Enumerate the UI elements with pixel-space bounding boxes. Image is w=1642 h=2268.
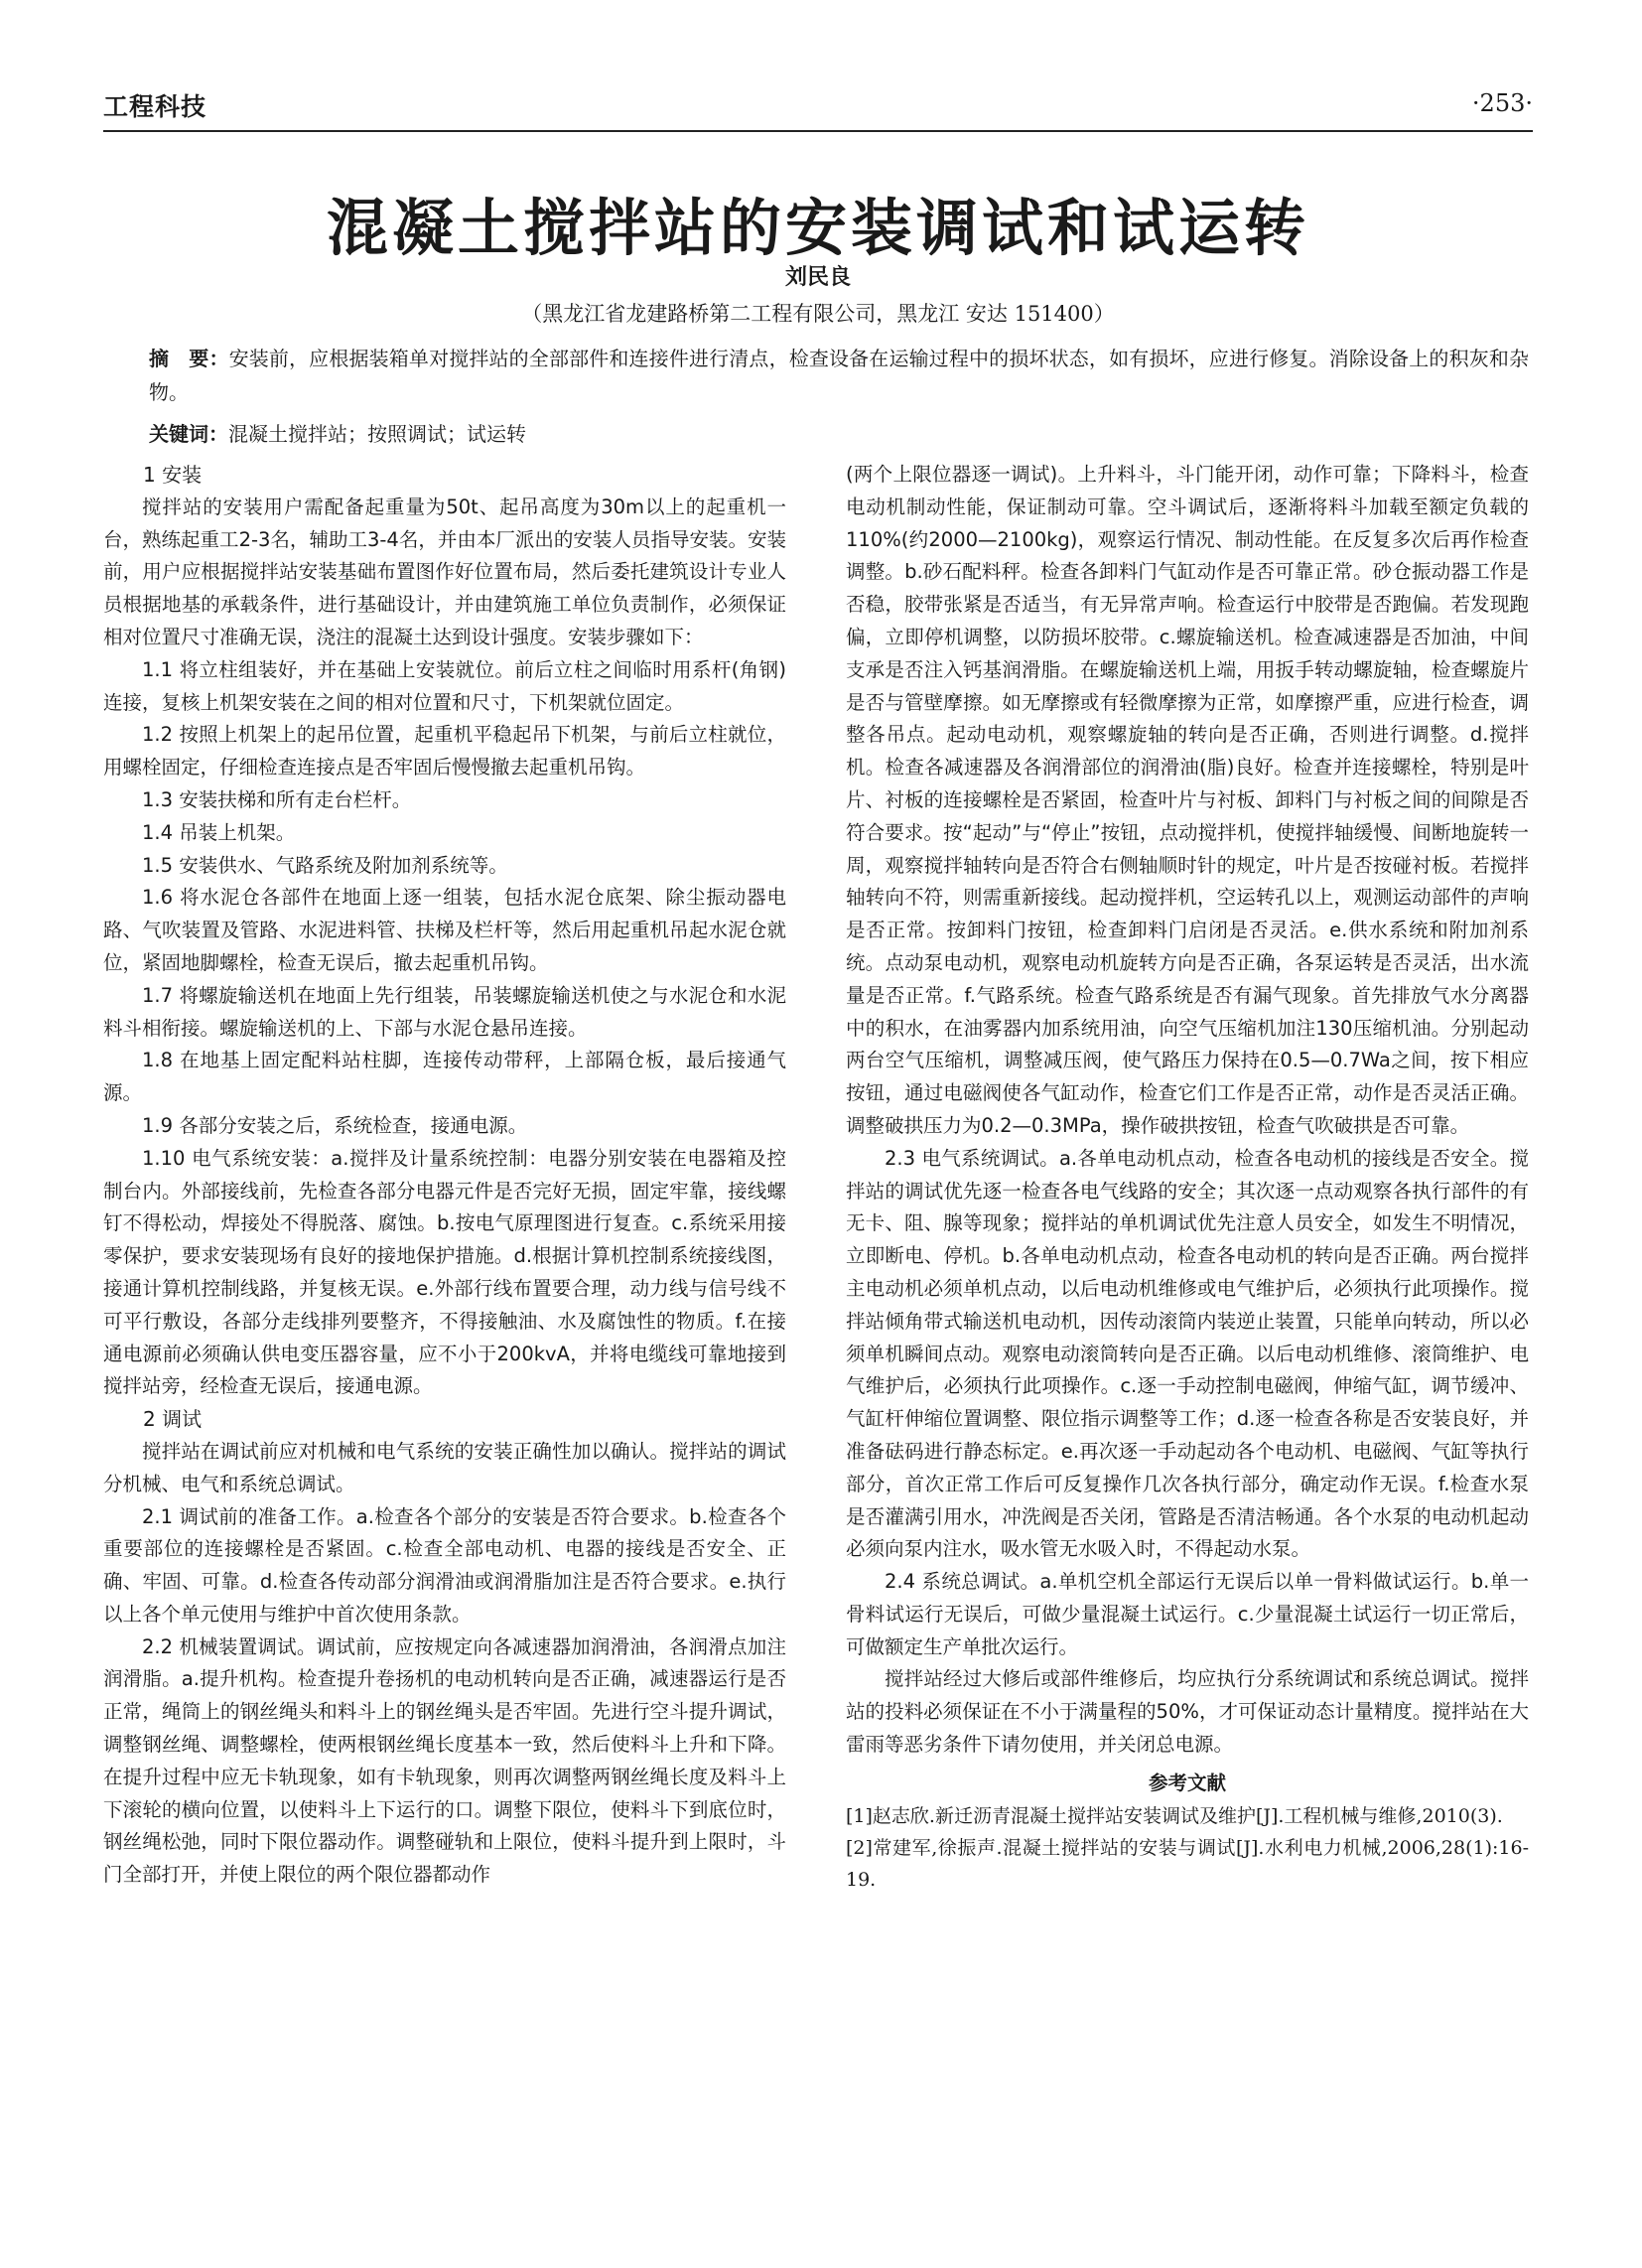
- abstract-label: 摘 要：: [149, 347, 229, 370]
- paragraph: 1.3 安装扶梯和所有走台栏杆。: [142, 787, 412, 811]
- author: 刘民良: [784, 265, 851, 290]
- left-column: [103, 459, 786, 2206]
- paragraph: 1.5 安装供水、气路系统及附加剂系统等。: [142, 853, 508, 877]
- reference-item: [1]赵志欣.新迁沥青混凝土搅拌站安装调试及维护[J].工程机械与维修,2010(3).: [846, 1804, 1503, 1827]
- paragraph: 1.7 将螺旋输送机在地面上先行组装，吊装螺旋输送机使之与水泥仓和水泥料斗相衔接。螺旋输送机的上、下部与水泥仓悬吊连接。: [103, 983, 786, 1040]
- paragraph: 1.2 按照上机架上的起吊位置，起重机平稳起吊下机架，与前后立柱就位，用螺栓固定，仔细检查连接点是否牢固后慢慢撤去起重机吊钩。: [103, 723, 786, 780]
- right-column: [846, 459, 1529, 2206]
- paragraph: 1.10 电气系统安装：a.搅拌及计量系统控制：电器分别安装在电器箱及控制台内。外部接线前，先检查各部分电器元件是否完好无损，固定牢靠，接线螺钉不得松动，焊接处不得脱落、腐蚀。b.按电气原理图进行复查。c.系统采用接零保护，要求安装现场有良好的接地保护措施。d.根据计算机控制系统接线图，接通计算机控制线路，并复核无误。e.外部行线布置要合理，动力线与信号线不可平行敷设，各部分走线排列要整齐，不得接触油、水及腐蚀性的物质。f.在接通电源前必须确认供电变压器容量，应不小于200kvA，并将电缆线可靠地接到搅拌站旁，经检查无误后，接通电源。: [103, 1146, 786, 1398]
- paragraph: 2.3 电气系统调试。a.各单电动机点动，检查各电动机的接线是否安全。搅拌站的调试优先逐一检查各电气线路的安全；其次逐一点动观察各执行部件的有无卡、阻、腺等现象；搅拌站的单机调试优先注意人员安全，如发生不明情况，立即断电、停机。b.各单电动机点动，检查各电动机的转向是否正确。两台搅拌主电动机必须单机点动，以后电动机维修或电气维护后，必须执行此项操作。搅拌站倾角带式输送机电动机，因传动滚筒内装逆止装置，只能单向转动，所以必须单机瞬间点动。观察电动滚筒转向是否正确。以后电动机维修、滚筒维护、电气维护后，必须执行此项操作。c.逐一手动控制电磁阀，伸缩气缸，调节缓冲、气缸杆伸缩位置调整、限位指示调整等工作；d.逐一检查各称是否安装良好，并准备砝码进行静态标定。e.再次逐一手动起动各个电动机、电磁阀、气缸等执行部分，首次正常工作后可反复操作几次各执行部分，确定动作无误。f.检查水泵是否灌满引用水，冲洗阀是否关闭，管路是否清洁畅通。各个水泵的电动机起动必须向泵内注水，吸水管无水吸入时，不得起动水泵。: [846, 1146, 1529, 1561]
- reference-item: [2]常建军,徐振声.混凝土搅拌站的安装与调试[J].水利电力机械,2006,28(1):16-19.: [846, 1836, 1529, 1891]
- running-header: [103, 87, 1533, 127]
- paragraph: 1.1 将立柱组装好，并在基础上安装就位。前后立柱之间临时用系杆(角钢)连接，复核上机架安装在之间的相对位置和尺寸，下机架就位固定。: [103, 657, 786, 714]
- abstract: [149, 342, 1529, 409]
- paragraph: 1.4 吊装上机架。: [142, 820, 296, 844]
- paragraph: 1.6 将水泥仓各部件在地面上逐一组装，包括水泥仓底架、除尘振动器电路、气吹装置及管路、水泥进料管、扶梯及栏杆等，然后用起重机吊起水泥仓就位，紧固地脚螺栓，检查无误后，撤去起重机吊钩。: [103, 886, 786, 974]
- journal-name: 工程科技: [103, 92, 207, 121]
- paragraph: 2.4 系统总调试。a.单机空机全部运行无误后以单一骨料做试运行。b.单一骨料试运行无误后，可做少量混凝土试运行。c.少量混凝土试运行一切正常后，可做额定生产单批次运行。: [846, 1570, 1529, 1658]
- paragraph: 搅拌站的安装用户需配备起重量为50t、起吊高度为30m以上的起重机一台，熟练起重工2-3名，辅助工3-4名，并由本厂派出的安装人员指导安装。安装前，用户应根据搅拌站安装基础布置图作好位置布局，然后委托建筑设计专业人员根据地基的承载条件，进行基础设计，并由建筑施工单位负责制作，必须保证相对位置尺寸准确无误，浇注的混凝土达到设计强度。安装步骤如下：: [103, 495, 786, 648]
- header-rule: [103, 130, 1533, 132]
- keywords-text: 混凝土搅拌站；按照调试；试运转: [228, 422, 526, 446]
- paragraph: 1.8 在地基上固定配料站柱脚，连接传动带秤，上部隔仓板，最后接通气源。: [103, 1049, 786, 1105]
- paragraph: 1.9 各部分安装之后，系统检查，接通电源。: [142, 1113, 528, 1137]
- paragraph: 搅拌站在调试前应对机械和电气系统的安装正确性加以确认。搅拌站的调试分机械、电气和系统总调试。: [103, 1439, 786, 1495]
- keywords: [149, 417, 1529, 451]
- paragraph: 2.1 调试前的准备工作。a.检查各个部分的安装是否符合要求。b.检查各个重要部位的连接螺栓是否紧固。c.检查全部电动机、电器的接线是否安全、正确、牢固、可靠。d.检查各传动部分润滑油或润滑脂加注是否符合要求。e.执行以上各个单元使用与维护中首次使用条款。: [103, 1504, 786, 1626]
- references-heading: 参考文献: [1148, 1771, 1226, 1794]
- abstract-text: 安装前，应根据装箱单对搅拌站的全部部件和连接件进行清点，检查设备在运输过程中的损坏状态，如有损坏，应进行修复。消除设备上的积灰和杂物。: [149, 347, 1530, 404]
- keywords-label: 关键词：: [149, 422, 228, 446]
- section-heading-install: 1 安装: [143, 463, 203, 487]
- article-title: 混凝土搅拌站的安装调试和试运转: [326, 192, 1309, 264]
- affiliation: （黑龙江省龙建路桥第二工程有限公司，黑龙江 安达 151400）: [521, 302, 1115, 326]
- paragraph: (两个上限位器逐一调试)。上升料斗，斗门能开闭，动作可靠；下降料斗，检查电动机制动性能，保证制动可靠。空斗调试后，逐渐将料斗加载至额定负载的110%(约2000—2100kg)，观察运行情况、制动性能。在反复多次后再作检查调整。b.砂石配料秤。检查各卸料门气缸动作是否可靠正常。砂仓振动器工作是否稳，胶带张紧是否适当，有无异常声响。检查运行中胶带是否跑偏。若发现跑偏，立即停机调整，以防损坏胶带。c.螺旋输送机。检查减速器是否加油，中间支承是否注入钙基润滑脂。在螺旋输送机上端，用扳手转动螺旋轴，检查螺旋片是否与管壁摩擦。如无摩擦或有轻微摩擦为正常，如摩擦严重，应进行检查，调整各吊点。起动电动机，观察螺旋轴的转向是否正确，否则进行调整。d.搅拌机。检查各减速器及各润滑部位的润滑油(脂)良好。检查并连接螺栓，特别是叶片、衬板的连接螺栓是否紧固，检查叶片与衬板、卸料门与衬板之间的间隙是否符合要求。按“起动”与“停止”按钮，点动搅拌机，使搅拌轴缓慢、间断地旋转一周，观察搅拌轴转向是否符合右侧轴顺时针的规定，叶片是否按碰衬板。若搅拌轴转向不符，则需重新接线。起动搅拌机，空运转孔以上，观测运动部件的声响是否正常。按卸料门按钮，检查卸料门启闭是否灵活。e.供水系统和附加剂系统。点动泵电动机，观察电动机旋转方向是否正确，各泵运转是否灵活，出水流量是否正常。f.气路系统。检查气路系统是否有漏气现象。首先排放气水分离器中的积水，在油雾器内加系统用油，向空气压缩机加注130压缩机油。分别起动两台空气压缩机，调整减压阀，使气路压力保持在0.5—0.7Wa之间，按下相应按钮，通过电磁阀使各气缸动作，检查它们工作是否正常，动作是否灵活正确。调整破拱压力为0.2—0.3MPa，操作破拱按钮，检查气吹破拱是否可靠。: [846, 463, 1529, 1137]
- paragraph: 2.2 机械装置调试。调试前，应按规定向各减速器加润滑油，各润滑点加注润滑脂。a.提升机构。检查提升卷扬机的电动机转向是否正确，减速器运行是否正常，绳筒上的钢丝绳头和料斗上的钢丝绳头是否牢固。先进行空斗提升调试，调整钢丝绳、调整螺栓，使两根钢丝绳长度基本一致，然后使料斗上升和下降。在提升过程中应无卡轨现象，如有卡轨现象，则再次调整两钢丝绳长度及料斗上下滚轮的横向位置，以使料斗上下运行的口。调整下限位，使料斗下到底位时，钢丝绳松弛，同时下限位器动作。调整碰轨和上限位，使料斗提升到上限时，斗门全部打开，并使上限位的两个限位器都动作: [103, 1634, 786, 1887]
- paragraph: 搅拌站经过大修后或部件维修后，均应执行分系统调试和系统总调试。搅拌站的投料必须保证在不小于满量程的50%，才可保证动态计量精度。搅拌站在大雷雨等恶劣条件下请勿使用，并关闭总电源。: [846, 1667, 1529, 1757]
- page-number: ·253·: [1471, 89, 1533, 117]
- section-heading-debug: 2 调试: [143, 1407, 203, 1432]
